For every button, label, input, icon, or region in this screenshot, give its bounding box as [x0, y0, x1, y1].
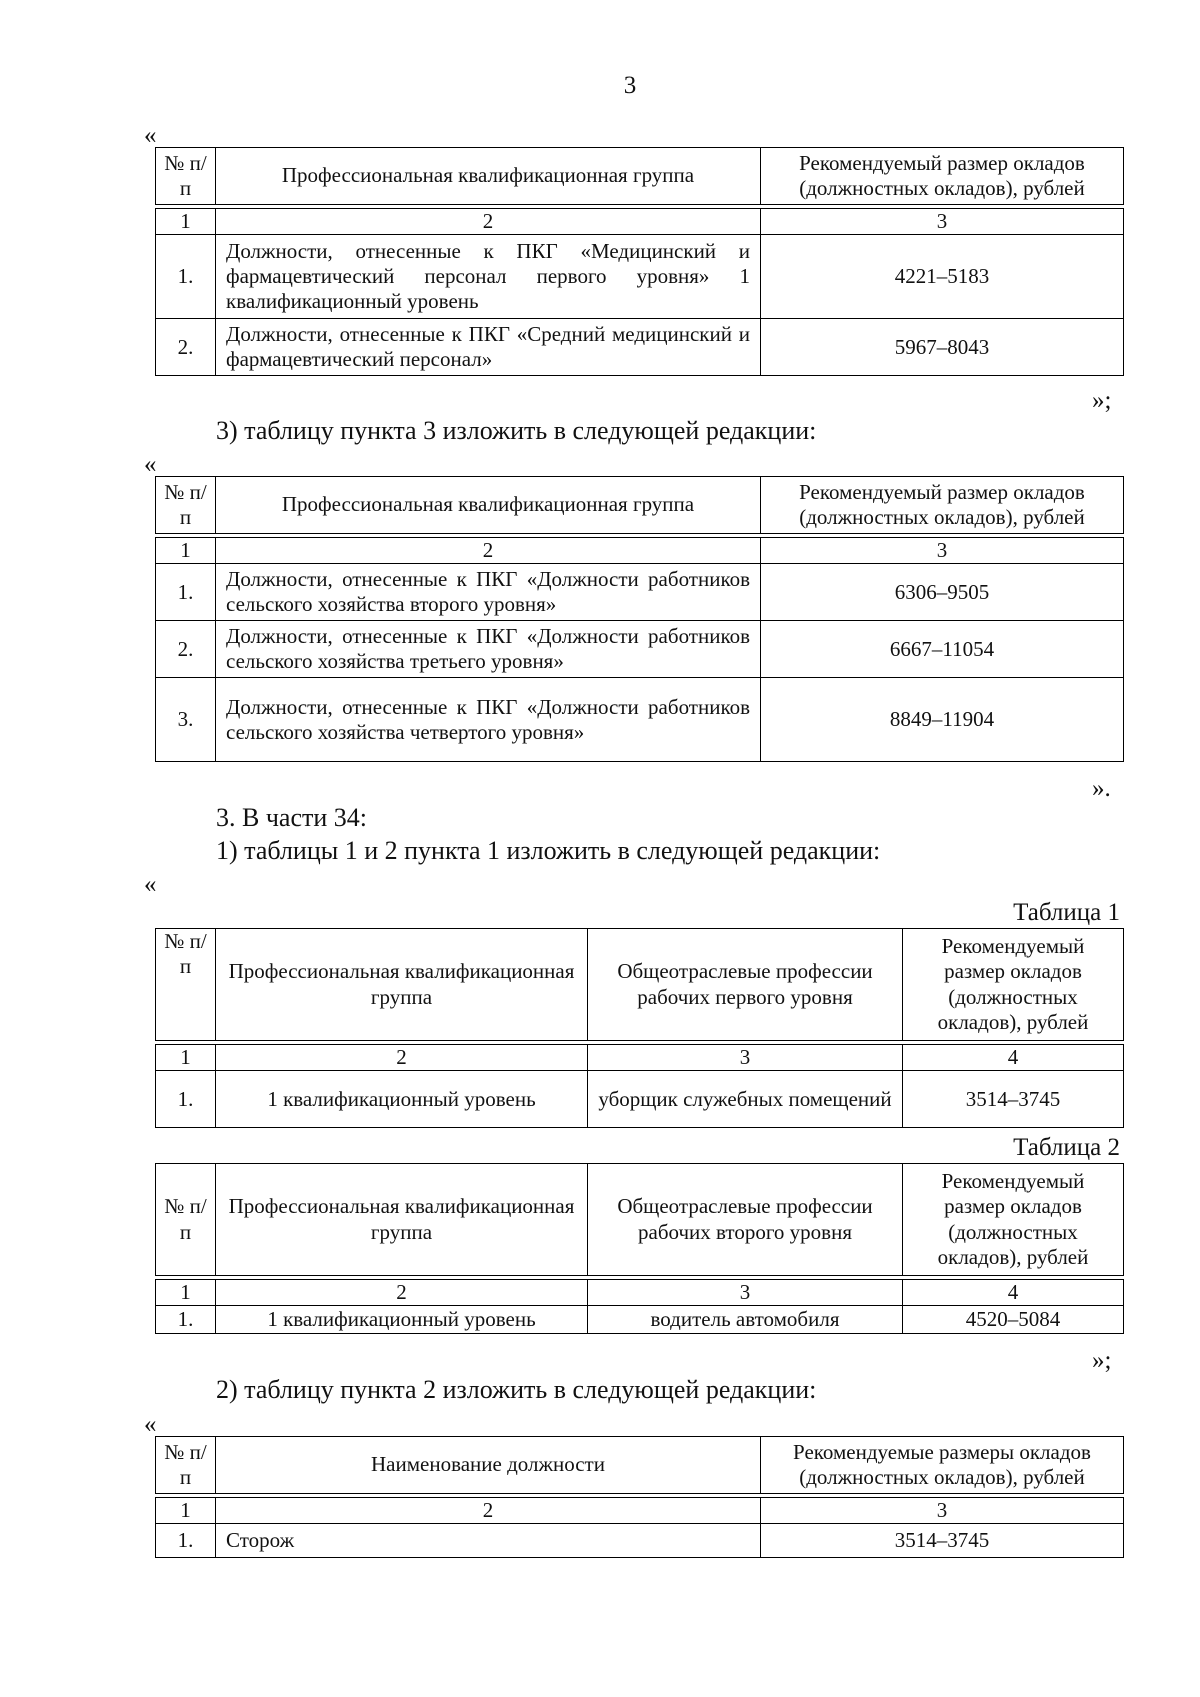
table-agriculture-staff: [155, 476, 1124, 762]
header-cell: Общеотраслевые профессии рабочих второго уровня: [588, 1164, 903, 1276]
column-number: 3: [588, 1045, 903, 1071]
header-cell: № п/п: [156, 1437, 216, 1494]
column-number: 1: [156, 209, 216, 235]
paragraph-table-3: 3) таблицу пункта 3 изложить в следующей редакции:: [216, 416, 817, 445]
salary-cell: 4221–5183: [761, 235, 1124, 319]
column-number-row: [156, 209, 1124, 235]
salary-cell: 4520–5084: [903, 1306, 1124, 1334]
row-number: 1.: [156, 1306, 216, 1334]
column-number: 4: [903, 1045, 1124, 1071]
header-cell: Рекомендуемый размер окладов (должностных окладов), рублей: [761, 148, 1124, 205]
table-row: [156, 319, 1124, 376]
row-number: 1.: [156, 564, 216, 621]
salary-cell: 3514–3745: [761, 1524, 1124, 1558]
paragraph-table-point-2: 2) таблицу пункта 2 изложить в следующей редакции:: [216, 1375, 817, 1404]
row-number: 1.: [156, 1524, 216, 1558]
column-number-row: [156, 538, 1124, 564]
column-number: 2: [216, 1498, 761, 1524]
open-quote: «: [144, 451, 157, 478]
page-number: 3: [623, 72, 637, 99]
header-cell: Профессиональная квалификационная группа: [216, 929, 588, 1041]
header-cell: Общеотраслевые профессии рабочих первого уровня: [588, 929, 903, 1041]
row-number: 2.: [156, 319, 216, 376]
paragraph-tables-1-2: 1) таблицы 1 и 2 пункта 1 изложить в следующей редакции:: [216, 836, 881, 865]
table-row: [156, 678, 1124, 762]
column-number: 3: [588, 1280, 903, 1306]
row-number: 3.: [156, 678, 216, 762]
group-cell: Должности, отнесенные к ПКГ «Должности работников сельского хозяйства четвертого уровня»: [216, 678, 761, 762]
column-number: 2: [216, 209, 761, 235]
header-cell: Рекомендуемый размер окладов (должностных окладов), рублей: [903, 1164, 1124, 1276]
table-2-caption: Таблица 2: [1013, 1134, 1120, 1161]
header-cell: № п/п: [156, 148, 216, 205]
header-cell: Профессиональная квалификационная группа: [216, 148, 761, 205]
table-row: [156, 621, 1124, 678]
column-number: 2: [216, 538, 761, 564]
group-cell: Должности, отнесенные к ПКГ «Должности работников сельского хозяйства третьего уровня»: [216, 621, 761, 678]
column-number-row: [156, 1280, 1124, 1306]
level-cell: 1 квалификационный уровень: [216, 1306, 588, 1334]
header-row: [156, 477, 1124, 534]
open-quote: «: [144, 122, 157, 149]
column-number: 3: [761, 538, 1124, 564]
group-cell: Должности, отнесенные к ПКГ «Должности работников сельского хозяйства второго уровня»: [216, 564, 761, 621]
table-row: [156, 564, 1124, 621]
table-1-caption: Таблица 1: [1013, 899, 1120, 926]
header-cell: Профессиональная квалификационная группа: [216, 477, 761, 534]
column-number: 3: [761, 209, 1124, 235]
table-2: [155, 1163, 1124, 1334]
header-cell: № п/п: [156, 1164, 216, 1276]
column-number: 1: [156, 1498, 216, 1524]
group-cell: Должности, отнесенные к ПКГ «Средний медицинский и фармацевтический персонал»: [216, 319, 761, 376]
paragraph-part-34: 3. В части 34:: [216, 803, 367, 832]
column-number-row: [156, 1045, 1124, 1071]
column-number: 2: [216, 1045, 588, 1071]
open-quote: «: [144, 1411, 157, 1438]
header-row: [156, 148, 1124, 205]
salary-cell: 8849–11904: [761, 678, 1124, 762]
salary-cell: 6306–9505: [761, 564, 1124, 621]
header-cell: Рекомендуемые размеры окладов (должностных окладов), рублей: [761, 1437, 1124, 1494]
table-1: [155, 928, 1124, 1128]
position-cell: Сторож: [216, 1524, 761, 1558]
column-number: 2: [216, 1280, 588, 1306]
column-number: 4: [903, 1280, 1124, 1306]
header-cell: Рекомендуемый размер окладов (должностных окладов), рублей: [903, 929, 1124, 1041]
header-cell: № п/п: [156, 929, 216, 1041]
table-medical-staff: [155, 147, 1124, 376]
table-row: [156, 1524, 1124, 1558]
header-row: [156, 929, 1124, 1041]
profession-cell: водитель автомобиля: [588, 1306, 903, 1334]
column-number: 1: [156, 1280, 216, 1306]
row-number: 1.: [156, 235, 216, 319]
header-cell: Рекомендуемый размер окладов (должностных окладов), рублей: [761, 477, 1124, 534]
profession-cell: уборщик служебных помещений: [588, 1071, 903, 1128]
close-quote: ».: [1092, 775, 1111, 802]
salary-cell: 3514–3745: [903, 1071, 1124, 1128]
table-row: [156, 235, 1124, 319]
close-quote: »;: [1092, 1347, 1112, 1374]
row-number: 1.: [156, 1071, 216, 1128]
column-number: 3: [761, 1498, 1124, 1524]
group-cell: Должности, отнесенные к ПКГ «Медицинский и фармацевтический персонал первого уровня» 1 квалификационный уровень: [216, 235, 761, 319]
column-number: 1: [156, 538, 216, 564]
column-number: 1: [156, 1045, 216, 1071]
table-row: [156, 1071, 1124, 1128]
column-number-row: [156, 1498, 1124, 1524]
header-cell: № п/п: [156, 477, 216, 534]
level-cell: 1 квалификационный уровень: [216, 1071, 588, 1128]
header-row: [156, 1437, 1124, 1494]
header-cell: Наименование должности: [216, 1437, 761, 1494]
table-positions: [155, 1436, 1124, 1558]
salary-cell: 5967–8043: [761, 319, 1124, 376]
open-quote: «: [144, 871, 157, 898]
row-number: 2.: [156, 621, 216, 678]
header-row: [156, 1164, 1124, 1276]
header-cell: Профессиональная квалификационная группа: [216, 1164, 588, 1276]
close-quote: »;: [1092, 387, 1112, 414]
table-row: [156, 1306, 1124, 1334]
salary-cell: 6667–11054: [761, 621, 1124, 678]
